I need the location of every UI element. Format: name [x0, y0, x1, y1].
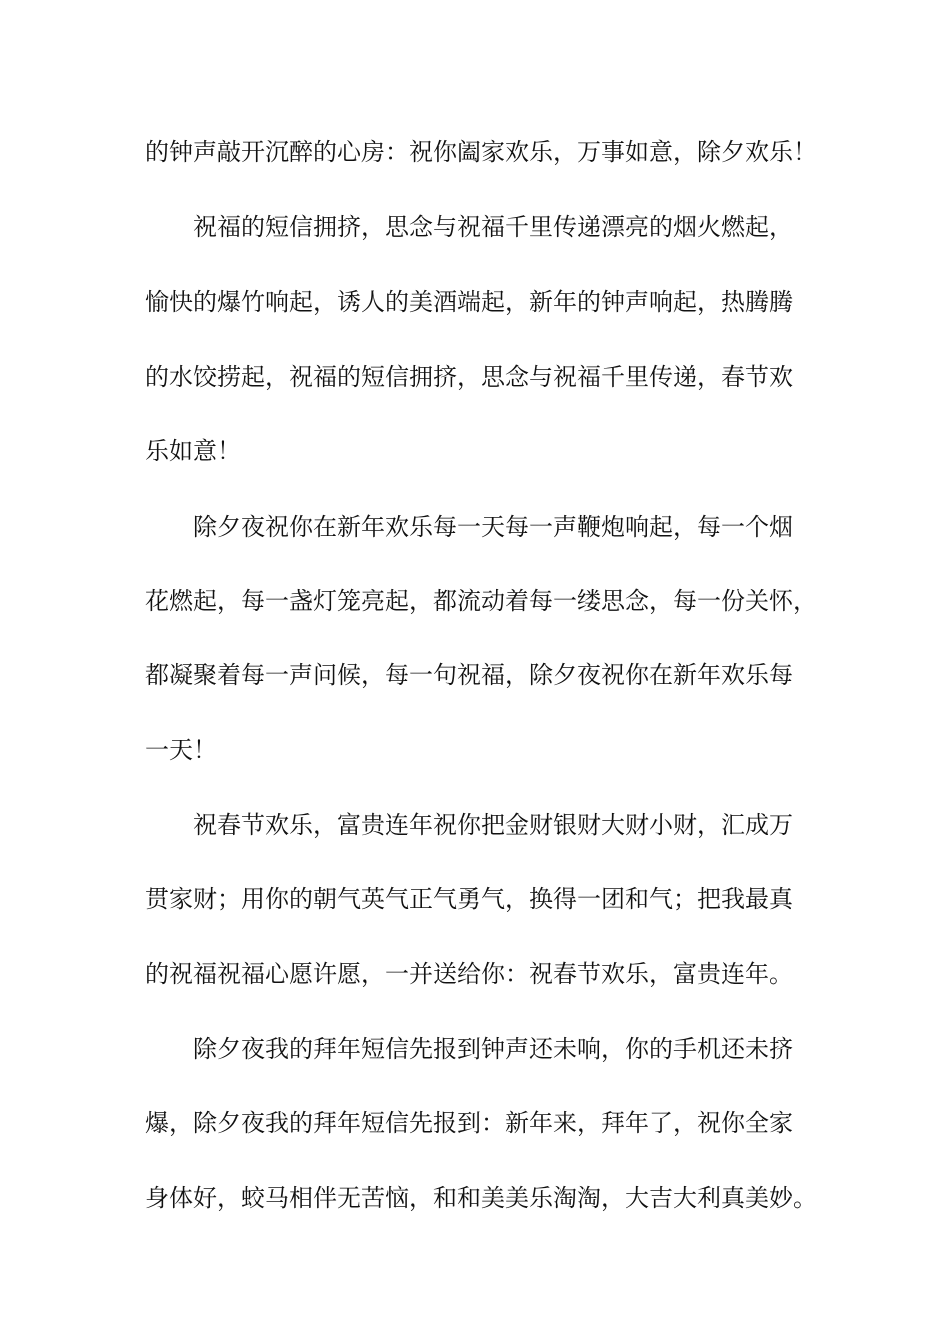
- text-line: 除夕夜祝你在新年欢乐每一天每一声鞭炮响起，每一个烟: [193, 513, 793, 541]
- text-line: 花燃起，每一盏灯笼亮起，都流动着每一缕思念，每一份关怀，: [145, 587, 817, 615]
- text-line: 的水饺捞起，祝福的短信拥挤，思念与祝福千里传递，春节欢: [145, 363, 793, 391]
- text-line: 身体好，蛟马相伴无苦恼，和和美美乐淘淘，大吉大利真美妙。: [145, 1184, 817, 1212]
- text-line: 都凝聚着每一声问候，每一句祝福，除夕夜祝你在新年欢乐每: [145, 661, 793, 689]
- text-line: 一天！: [145, 736, 217, 764]
- text-line: 的钟声敲开沉醉的心房：祝你阖家欢乐，万事如意，除夕欢乐！: [145, 138, 817, 166]
- text-line: 祝福的短信拥挤，思念与祝福千里传递漂亮的烟火燃起，: [193, 213, 793, 241]
- text-line: 除夕夜我的拜年短信先报到钟声还未响，你的手机还未挤: [193, 1035, 793, 1063]
- text-line: 祝春节欢乐，富贵连年祝你把金财银财大财小财，汇成万: [193, 811, 793, 839]
- text-line: 的祝福祝福心愿许愿，一并送给你：祝春节欢乐，富贵连年。: [145, 960, 793, 988]
- text-line: 乐如意！: [145, 437, 241, 465]
- text-line: 愉快的爆竹响起，诱人的美酒端起，新年的钟声响起，热腾腾: [145, 288, 793, 316]
- text-line: 爆，除夕夜我的拜年短信先报到：新年来，拜年了，祝你全家: [145, 1109, 793, 1137]
- text-line: 贯家财；用你的朝气英气正气勇气，换得一团和气；把我最真: [145, 885, 793, 913]
